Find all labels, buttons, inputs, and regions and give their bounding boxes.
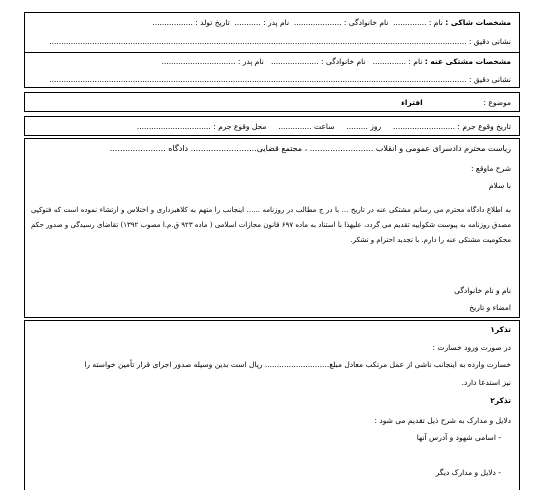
crime-time-field[interactable]: ساعت ..............	[278, 122, 335, 131]
notes-box	[24, 320, 520, 490]
accused-family-field[interactable]: نام خانوادگی : ....................	[270, 57, 366, 66]
complainant-address-row	[49, 37, 511, 46]
name-sign-label: نام و نام خانوادگی	[454, 286, 511, 295]
crime-date-field[interactable]: تاریخ وقوع جرم : ..........................	[393, 122, 511, 131]
crime-place-field[interactable]: محل وقوع جرم : ...............................	[136, 122, 267, 131]
crime-box	[24, 116, 520, 136]
other-evidence-bullet: - دلایل و مدارک دیگر	[435, 468, 501, 477]
subject-value: افتراء	[401, 98, 423, 107]
note2-line1: دلایل و مدارک به شرح ذیل تقدیم می شود :	[374, 416, 511, 425]
accused-address-field[interactable]: نشانی دقیق : ...............................................................................................................................................................................	[49, 75, 511, 84]
note1-line3: نیز استدعا دارد.	[461, 378, 511, 387]
complainant-name-field[interactable]: نام : ..............	[393, 18, 443, 27]
note1-title: تذکر۱	[490, 325, 511, 334]
parties-box	[24, 12, 520, 88]
parties-divider	[25, 52, 519, 53]
accused-address-row	[49, 75, 511, 84]
complainant-family-field[interactable]: نام خانوادگی : ....................	[293, 18, 389, 27]
greeting-text: با سلام	[488, 181, 511, 190]
accused-name-field[interactable]: نام : ..............	[372, 57, 423, 66]
complainant-father-field[interactable]: نام پدر : ...........	[234, 18, 290, 27]
greeting-row	[489, 181, 511, 190]
note1-line2: خسارت وارده به اینجانب ناشی از عمل مرتکب معادل مبلغ........................... ریال است بدین وسیله صدور اجرای قرار تأمین خواسته را	[84, 360, 511, 369]
note1-line1: در صورت ورود خسارت :	[432, 343, 511, 352]
addressee-line	[110, 144, 511, 153]
witnesses-bullet: - اسامی شهود و آدرس آنها	[416, 433, 501, 442]
addressee-text: ریاست محترم دادسرای عمومی و انقلاب ......................... ، مجتمع قضایی.......................... دادگاه ......................	[109, 144, 511, 153]
complaint-paragraph: به اطلاع دادگاه محترم می رسانم مشتکی عنه در تاریخ ... با در ج مطالب در روزنامه ...... اینجانب را متهم به کلاهبرداری و اختلاس و ارتشاء نموده است که فتوکپی مصدق روزنامه به پیوست شکواییه تقدیم می گردد، علیهذا با استناد به ماده ۶۹۷ قانون مجازات اسلامی ( ماده ۹۲۳ ق.م.ا مصوب ۱۳۹۲) تقاضای رسیدگی و صدور حکم محکومیت مشتکی عنه را دارم. با تجدید احترام و تشکر.	[31, 206, 511, 244]
signature-row	[469, 303, 511, 312]
accused-row	[162, 57, 511, 66]
crime-row	[137, 122, 511, 131]
description-label: شرح ماوقع :	[470, 164, 511, 173]
signature-date-label: امضاء و تاریخ	[469, 303, 511, 312]
description-label-row	[471, 164, 511, 173]
complaint-body-box	[24, 138, 520, 318]
complainant-birth-field[interactable]: تاریخ تولد : .................	[152, 18, 230, 27]
accused-heading: مشخصات مشتکی عنه :	[424, 57, 511, 66]
complainant-address-field[interactable]: نشانی دقیق : ...............................................................................................................................................................................	[49, 37, 511, 46]
subject-row	[401, 98, 511, 107]
note2-title: تذکر۲	[490, 396, 511, 405]
crime-day-field[interactable]: روز .........	[346, 122, 382, 131]
accused-father-field[interactable]: نام پدر : ...............................	[161, 57, 264, 66]
name-sign-row	[454, 286, 511, 295]
complainant-heading: مشخصات شاکی :	[445, 18, 511, 27]
subject-box	[24, 92, 520, 112]
subject-label: موضوع :	[483, 98, 511, 107]
complainant-row	[152, 18, 511, 27]
